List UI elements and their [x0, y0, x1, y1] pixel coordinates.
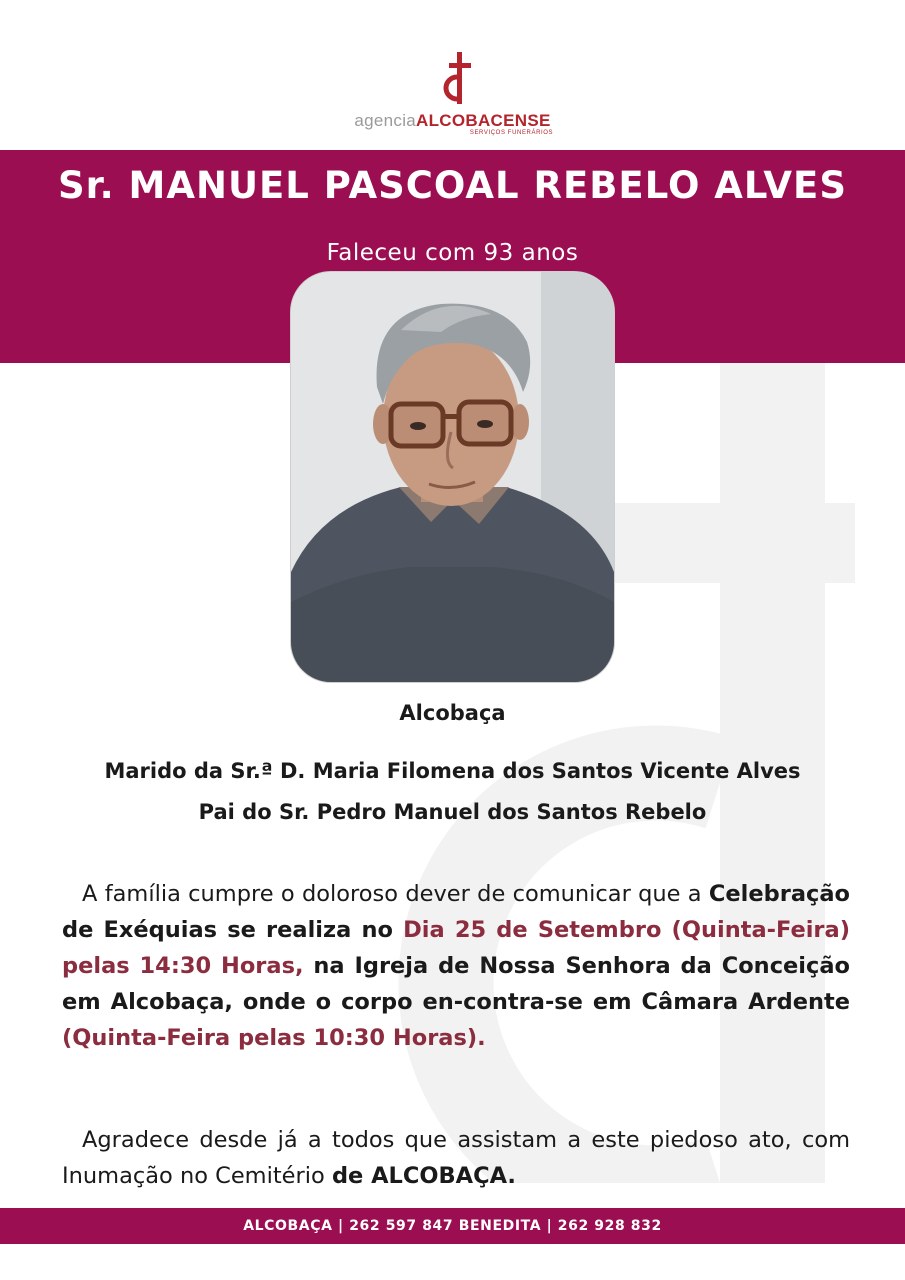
relation-spouse: Marido da Sr.ª D. Maria Filomena dos Santos Vicente Alves — [104, 759, 801, 783]
funeral-announcement-paragraph — [62, 876, 850, 1056]
age-at-death: Faleceu com 93 anos — [326, 240, 579, 266]
acknowledgement-text: Agradece desde já a todos que assistam a este piedoso ato, com Inumação no Cemitério — [62, 1127, 850, 1189]
contact-footer: ALCOBAÇA | 262 597 847 BENEDITA | 262 928 832 — [0, 1208, 905, 1244]
acknowledgement-paragraph — [62, 1122, 850, 1194]
portrait-photo — [291, 272, 614, 682]
ceremony-location: na Igreja de Nossa Senhora da Conceição em Alcobaça, onde o corpo en-contra-se em Câmara Ardente — [62, 953, 850, 1015]
relation-son: Pai do Sr. Pedro Manuel dos Santos Rebelo — [198, 800, 707, 824]
ceremony-label: Celebração de Exéquias se realiza no — [62, 881, 850, 943]
place-label: Alcobaça — [399, 701, 506, 725]
logo-wordmark: agenciaALCOBACENSE — [354, 111, 551, 130]
cross-d-logo-icon — [433, 48, 473, 108]
ceremony-datetime: Dia 25 de Setembro (Quinta-Feira) pelas 14:30 Horas, — [62, 917, 850, 979]
deceased-name: Sr. MANUEL PASCOAL REBELO ALVES — [58, 164, 847, 207]
announcement-intro: A família cumpre o doloroso dever de comunicar que a — [82, 881, 709, 907]
wake-datetime: (Quinta-Feira pelas 10:30 Horas). — [62, 1025, 486, 1051]
agency-logo — [0, 48, 905, 136]
cemetery-location: de ALCOBAÇA. — [331, 1163, 516, 1189]
portrait-illustration — [291, 272, 614, 682]
logo-subtitle: SERVIÇOS FUNERÁRIOS — [469, 130, 554, 136]
